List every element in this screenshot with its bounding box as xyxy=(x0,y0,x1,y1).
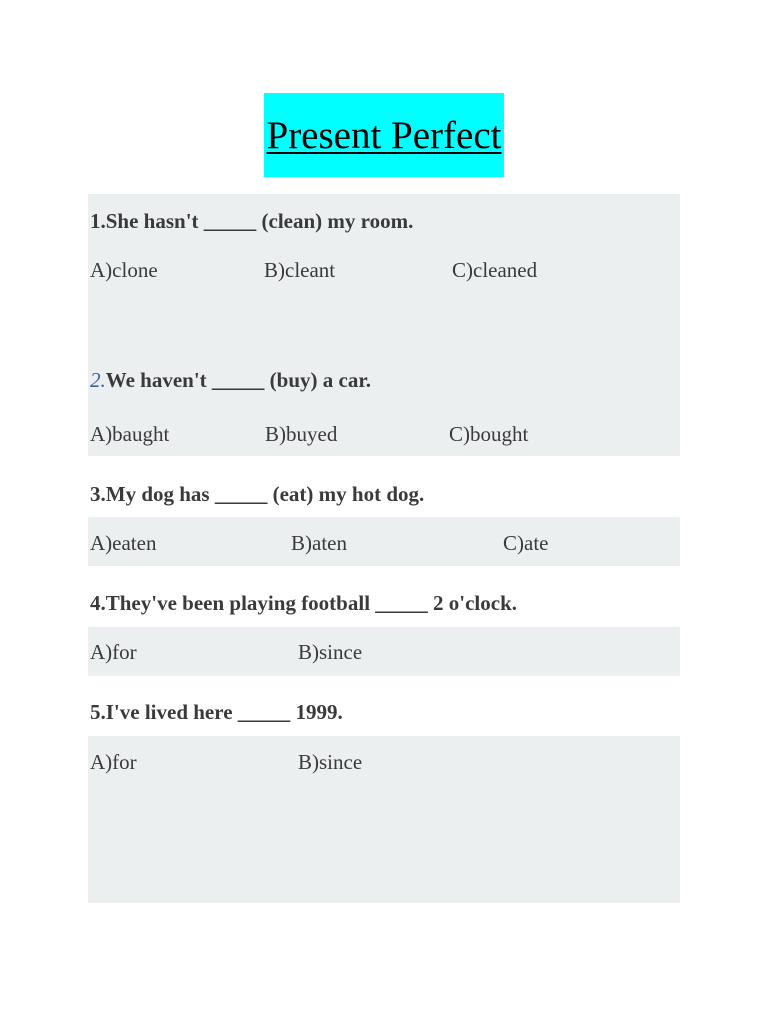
question-5-option-a: A)for xyxy=(90,750,137,774)
title-banner xyxy=(264,93,504,177)
question-4-option-b: B)since xyxy=(298,640,363,664)
question-4-options-block xyxy=(88,627,680,676)
question-1-option-c: C)cleaned xyxy=(452,258,538,282)
question-2-option-c: C)bought xyxy=(449,422,529,446)
question-2 xyxy=(90,370,371,391)
question-1-option-a: A)clone xyxy=(90,258,158,282)
question-number: 5. xyxy=(90,700,106,724)
question-1-2-block xyxy=(88,194,680,456)
question-2-option-b: B)buyed xyxy=(265,422,338,446)
question-text: My dog has _____ (eat) my hot dog. xyxy=(105,482,425,506)
question-2-option-a: A)baught xyxy=(90,422,170,446)
question-4-option-a: A)for xyxy=(90,640,137,664)
question-text: I've lived here _____ 1999. xyxy=(105,700,343,724)
question-number: 2. xyxy=(90,368,106,392)
page-title: Present Perfect xyxy=(266,113,502,157)
question-5-option-b: B)since xyxy=(298,750,363,774)
question-1-option-b: B)cleant xyxy=(264,258,336,282)
question-text: She hasn't _____ (clean) my room. xyxy=(105,209,414,233)
question-4 xyxy=(90,593,517,614)
question-3-option-b: B)aten xyxy=(291,531,347,555)
question-3-option-a: A)eaten xyxy=(90,531,157,555)
question-3 xyxy=(90,484,424,505)
question-number: 3. xyxy=(90,482,106,506)
question-5 xyxy=(90,702,343,723)
question-number: 1. xyxy=(90,209,106,233)
question-text: They've been playing football _____ 2 o'clock. xyxy=(105,591,518,615)
question-5-options-block xyxy=(88,736,680,903)
question-3-options-block xyxy=(88,517,680,566)
question-1 xyxy=(90,211,413,232)
question-text: We haven't _____ (buy) a car. xyxy=(105,368,371,392)
question-number: 4. xyxy=(90,591,106,615)
question-3-option-c: C)ate xyxy=(503,531,549,555)
